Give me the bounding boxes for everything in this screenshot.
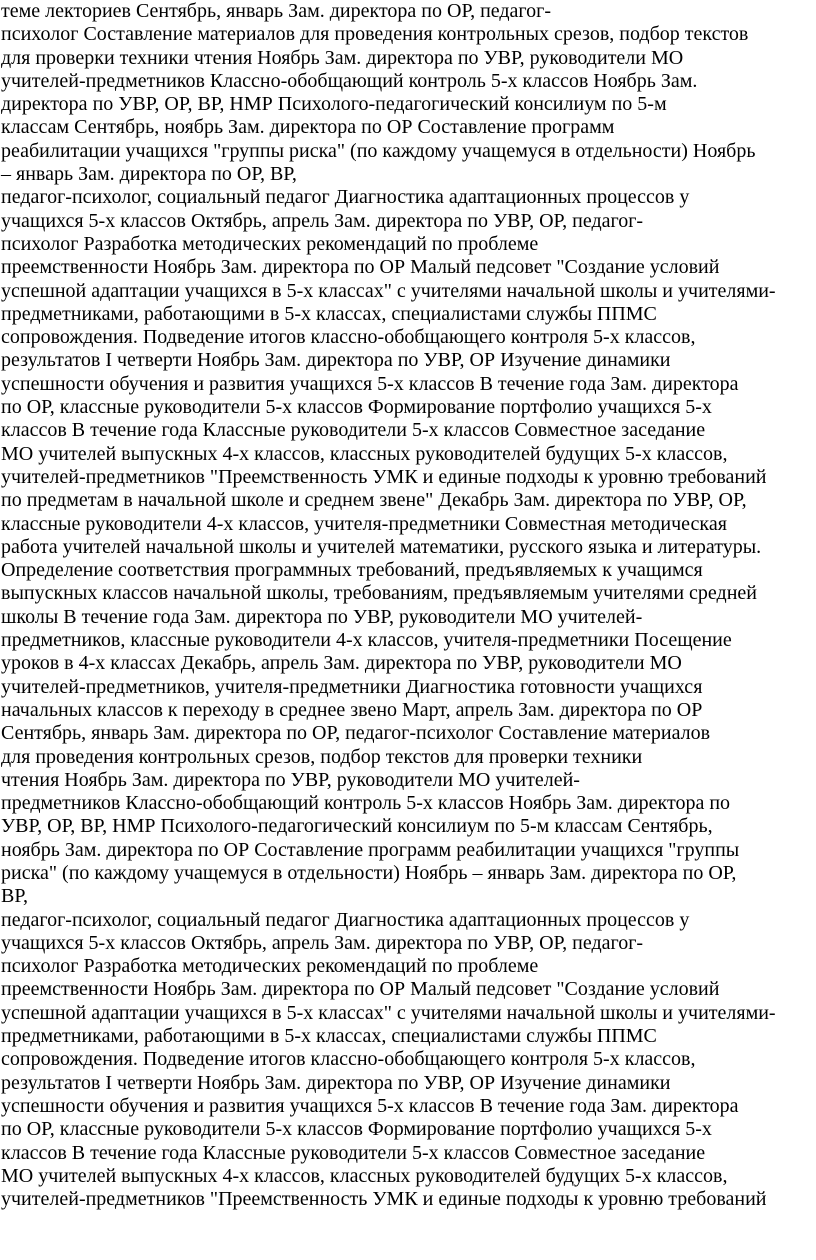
text-line: преемственности Ноябрь Зам. директора по ОР Малый педсовет "Создание условий: [1, 256, 720, 279]
text-line: Определение соответствия программных требований, предъявляемых к учащимся: [1, 559, 703, 582]
text-line: по предметам в начальной школе и среднем звене" Декабрь Зам. директора по УВР, ОР,: [1, 489, 747, 512]
text-line: преемственности Ноябрь Зам. директора по ОР Малый педсовет "Создание условий: [1, 978, 720, 1001]
text-line: МО учителей выпускных 4-х классов, классных руководителей будущих 5-х классов,: [1, 1164, 728, 1187]
text-line: риска" (по каждому учащемуся в отдельности) Ноябрь – январь Зам. директора по ОР,: [1, 861, 737, 884]
text-line: директора по УВР, ОР, ВР, НМР Психолого-педагогический консилиум по 5-м: [1, 93, 667, 116]
text-line: предметников Классно-обобщающий контроль 5-х классов Ноябрь Зам. директора по: [1, 792, 731, 815]
text-line: УВР, ОР, ВР, НМР Психолого-педагогический консилиум по 5-м классам Сентябрь,: [1, 815, 713, 838]
text-line: учителей-предметников, учителя-предметники Диагностика готовности учащихся: [1, 675, 703, 698]
text-line: сопровождения. Подведение итогов классно-обобщающего контроля 5-х классов,: [1, 1048, 696, 1071]
text-line: теме лекториев Сентябрь, январь Зам. директора по ОР, педагог-: [1, 0, 551, 22]
text-line: ноябрь Зам. директора по ОР Составление программ реабилитации учащихся "группы: [1, 838, 740, 861]
text-line: ВР,: [1, 885, 28, 908]
text-line: Сентябрь, январь Зам. директора по ОР, педагог-психолог Составление материалов: [1, 722, 711, 745]
text-line: МО учителей выпускных 4-х классов, классных руководителей будущих 5-х классов,: [1, 442, 728, 465]
text-line: предметниками, работающими в 5-х классах, специалистами службы ППМС: [1, 302, 657, 325]
text-line: учащихся 5-х классов Октябрь, апрель Зам. директора по УВР, ОР, педагог-: [1, 931, 644, 954]
text-line: учителей-предметников "Преемственность УМК и единые подходы к уровню требований: [1, 465, 767, 488]
text-line: реабилитации учащихся "группы риска" (по каждому учащемуся в отдельности) Ноябрь: [1, 139, 756, 162]
text-line: для проведения контрольных срезов, подбор текстов для проверки техники: [1, 745, 643, 768]
text-line: педагог-психолог, социальный педагог Диагностика адаптационных процессов у: [1, 908, 690, 931]
text-line: чтения Ноябрь Зам. директора по УВР, руководители МО учителей-: [1, 768, 580, 791]
text-line: – январь Зам. директора по ОР, ВР,: [1, 163, 297, 186]
text-line: школы В течение года Зам. директора по УВР, руководители МО учителей-: [1, 605, 643, 628]
text-line: предметников, классные руководители 4-х классов, учителя-предметники Посещение: [1, 629, 732, 652]
text-line: учащихся 5-х классов Октябрь, апрель Зам. директора по УВР, ОР, педагог-: [1, 209, 644, 232]
text-line: педагог-психолог, социальный педагог Диагностика адаптационных процессов у: [1, 186, 690, 209]
text-line: учителей-предметников Классно-обобщающий контроль 5-х классов Ноябрь Зам.: [1, 69, 698, 92]
text-line: классам Сентябрь, ноябрь Зам. директора по ОР Составление программ: [1, 116, 615, 139]
text-line: для проверки техники чтения Ноябрь Зам. директора по УВР, руководители МО: [1, 46, 684, 69]
text-line: психолог Составление материалов для проведения контрольных срезов, подбор текстов: [1, 23, 749, 46]
text-line: уроков в 4-х классах Декабрь, апрель Зам. директора по УВР, руководители МО: [1, 652, 682, 675]
text-line: успешной адаптации учащихся в 5-х классах" с учителями начальной школы и учителями-: [1, 1001, 776, 1024]
text-line: сопровождения. Подведение итогов классно-обобщающего контроля 5-х классов,: [1, 326, 696, 349]
text-line: работа учителей начальной школы и учителей математики, русского языка и литературы.: [1, 535, 762, 558]
text-line: успешности обучения и развития учащихся 5-х классов В течение года Зам. директора: [1, 1094, 739, 1117]
text-line: успешной адаптации учащихся в 5-х классах" с учителями начальной школы и учителями-: [1, 279, 776, 302]
text-line: предметниками, работающими в 5-х классах, специалистами службы ППМС: [1, 1025, 657, 1048]
text-line: классов В течение года Классные руководители 5-х классов Совместное заседание: [1, 1141, 706, 1164]
text-line: результатов I четверти Ноябрь Зам. директора по УВР, ОР Изучение динамики: [1, 349, 671, 372]
text-line: результатов I четверти Ноябрь Зам. директора по УВР, ОР Изучение динамики: [1, 1071, 671, 1094]
text-line: классов В течение года Классные руководители 5-х классов Совместное заседание: [1, 419, 706, 442]
text-line: по ОР, классные руководители 5-х классов Формирование портфолио учащихся 5-х: [1, 1118, 712, 1141]
text-line: успешности обучения и развития учащихся 5-х классов В течение года Зам. директора: [1, 372, 739, 395]
text-line: выпускных классов начальной школы, требованиям, предъявляемым учителями средней: [1, 582, 757, 605]
text-line: классные руководители 4-х классов, учителя-предметники Совместная методическая: [1, 512, 727, 535]
text-line: психолог Разработка методических рекомендаций по проблеме: [1, 955, 539, 978]
text-line: начальных классов к переходу в среднее звено Март, апрель Зам. директора по ОР: [1, 698, 703, 721]
text-line: психолог Разработка методических рекомендаций по проблеме: [1, 232, 539, 255]
text-line: по ОР, классные руководители 5-х классов Формирование портфолио учащихся 5-х: [1, 396, 712, 419]
text-line: учителей-предметников "Преемственность УМК и единые подходы к уровню требований: [1, 1188, 767, 1211]
